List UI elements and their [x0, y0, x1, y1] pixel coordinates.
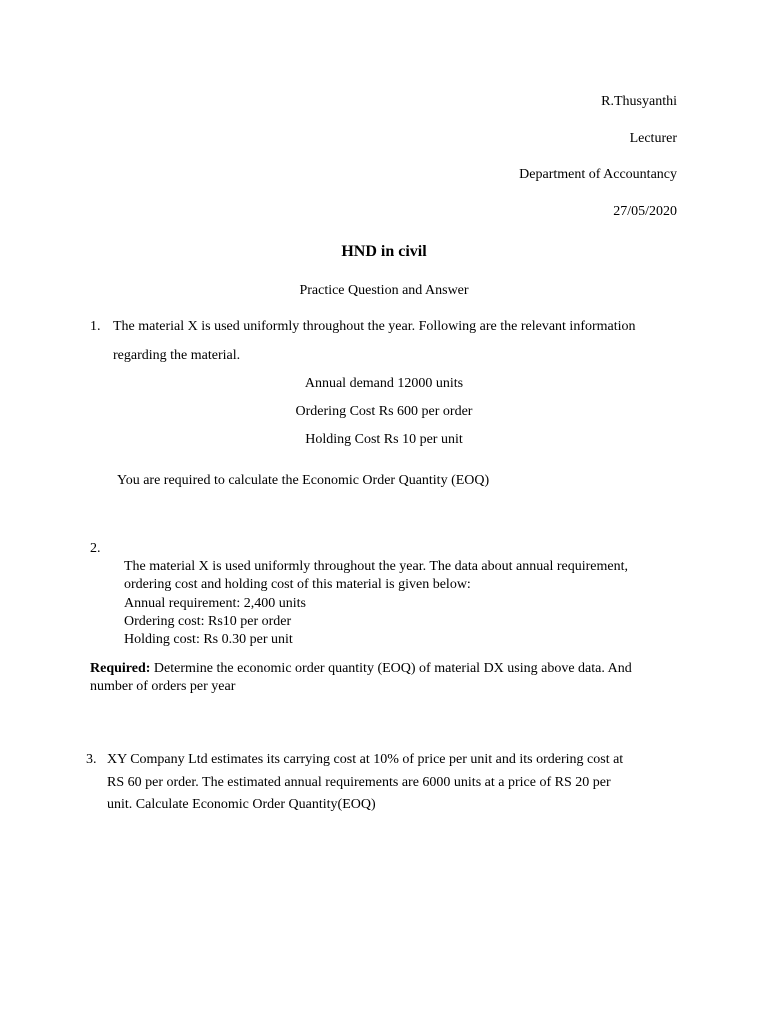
author-position: Lecturer — [629, 131, 677, 146]
question-2-required-label: Required: — [90, 661, 151, 676]
question-3-line-1: XY Company Ltd estimates its carrying cost at 10% of price per unit and its ordering cost at — [107, 752, 624, 767]
question-2-holding-cost: Holding cost: Rs 0.30 per unit — [124, 632, 293, 647]
question-3-line-2: RS 60 per order. The estimated annual requirements are 6000 units at a price of RS 20 per — [107, 775, 611, 790]
question-3-number: 3. — [86, 752, 97, 767]
question-2-required-text: Determine the economic order quantity (EOQ) of material DX using above data. And — [150, 661, 632, 676]
question-3-line-3: unit. Calculate Economic Order Quantity(EOQ) — [107, 797, 376, 812]
question-2-annual-requirement: Annual requirement: 2,400 units — [124, 596, 306, 611]
question-1-data-holding-cost: Holding Cost Rs 10 per unit — [305, 432, 463, 447]
question-1-line-1: The material X is used uniformly throughout the year. Following are the relevant information — [113, 319, 636, 334]
question-1-line-2: regarding the material. — [113, 348, 241, 363]
document-title: HND in civil — [341, 243, 427, 260]
question-2-required-line-2: number of orders per year — [90, 679, 236, 694]
question-2-number: 2. — [90, 541, 101, 556]
question-2-ordering-cost: Ordering cost: Rs10 per order — [124, 614, 292, 629]
question-1-data-ordering-cost: Ordering Cost Rs 600 per order — [295, 404, 473, 419]
question-2-line-2: ordering cost and holding cost of this material is given below: — [124, 577, 471, 592]
document-subtitle: Practice Question and Answer — [299, 283, 469, 298]
question-2-required — [90, 661, 632, 677]
question-2-line-1: The material X is used uniformly throughout the year. The data about annual requirement, — [124, 559, 628, 574]
author-name: R.Thusyanthi — [601, 94, 677, 109]
question-1-data-annual-demand: Annual demand 12000 units — [304, 376, 464, 391]
question-1-number: 1. — [90, 319, 101, 334]
author-department: Department of Accountancy — [519, 167, 677, 182]
document-date: 27/05/2020 — [613, 204, 677, 219]
question-1-required: You are required to calculate the Economic Order Quantity (EOQ) — [117, 473, 490, 488]
